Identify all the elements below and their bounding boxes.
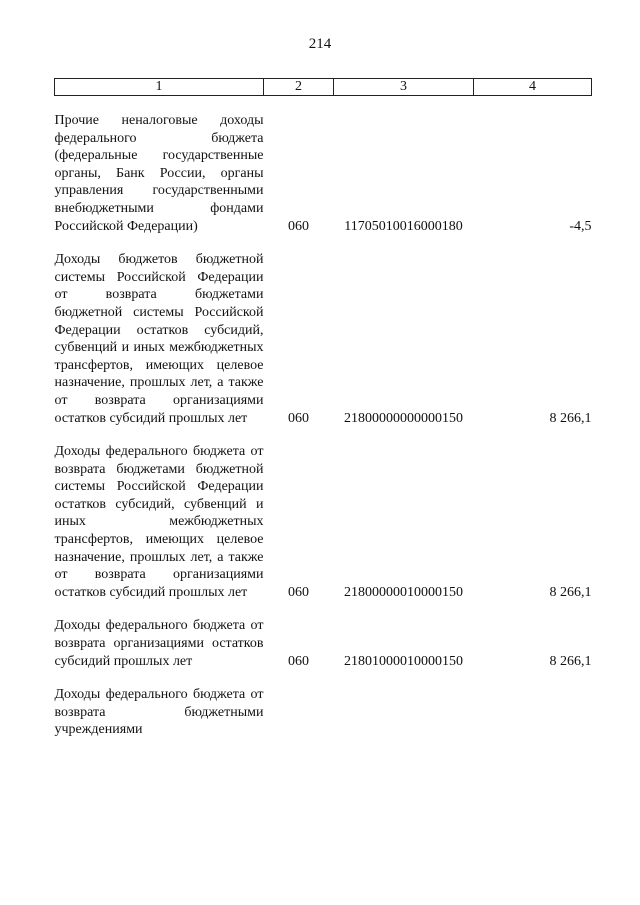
amount: 8 266,1 xyxy=(549,584,592,600)
admin-code: 060 xyxy=(288,410,309,426)
spacer-row xyxy=(55,235,592,251)
column-header-2: 2 xyxy=(264,79,334,96)
budget-classification-code: 21800000010000150 xyxy=(344,584,463,600)
column-header-4: 4 xyxy=(474,79,592,96)
amount: 8 266,1 xyxy=(549,410,592,426)
admin-code: 060 xyxy=(288,653,309,669)
amount: 8 266,1 xyxy=(549,653,592,669)
table-row xyxy=(55,617,592,670)
column-header-3: 3 xyxy=(334,79,474,96)
admin-code: 060 xyxy=(288,218,309,234)
spacer-row xyxy=(55,670,592,686)
revenue-name: Доходы федерального бюджета от возврата бюджетами бюджетной системы Российской Федерации остатков субсидий, субвенций и иных межбюджетных трансфертов, имеющих целевое назначение, прошлых лет, а также от возврата организациями остатков субсидий прошлых лет xyxy=(54,444,264,600)
header-row xyxy=(55,79,592,96)
amount xyxy=(474,686,592,739)
budget-classification-code: 21801000010000150 xyxy=(344,653,463,669)
amount: -4,5 xyxy=(569,218,592,234)
revenue-name: Доходы федерального бюджета от возврата организациями остатков субсидий прошлых лет xyxy=(54,618,264,669)
revenue-name: Прочие неналоговые доходы федерального бюджета (федеральные государственные органы, Банк России, органы управления государственными внебюджетными фондами Российской Федерации) xyxy=(54,113,264,234)
page-number: 214 xyxy=(308,36,332,52)
budget-classification-code: 11705010016000180 xyxy=(344,218,463,234)
column-header-1: 1 xyxy=(55,79,264,96)
spacer-row xyxy=(55,96,592,113)
spacer-row xyxy=(55,427,592,443)
table-row xyxy=(55,112,592,235)
spacer-row xyxy=(55,601,592,617)
table-row xyxy=(55,443,592,601)
revenue-name: Доходы бюджетов бюджетной системы Российской Федерации от возврата бюджетами бюджетной системы Российской Федерации остатков субсидий, субвенций и иных межбюджетных трансфертов, имеющих целевое назначение, прошлых лет, а также от возврата организациями остатков субсидий прошлых лет xyxy=(54,252,264,426)
admin-code: 060 xyxy=(288,584,309,600)
revenue-name: Доходы федерального бюджета от возврата бюджетными учреждениями xyxy=(54,687,264,738)
budget-classification-code xyxy=(334,686,474,739)
admin-code xyxy=(264,686,334,739)
budget-classification-code: 21800000000000150 xyxy=(344,410,463,426)
table-row xyxy=(55,251,592,427)
table-row xyxy=(55,686,592,739)
budget-revenue-table xyxy=(54,78,592,739)
